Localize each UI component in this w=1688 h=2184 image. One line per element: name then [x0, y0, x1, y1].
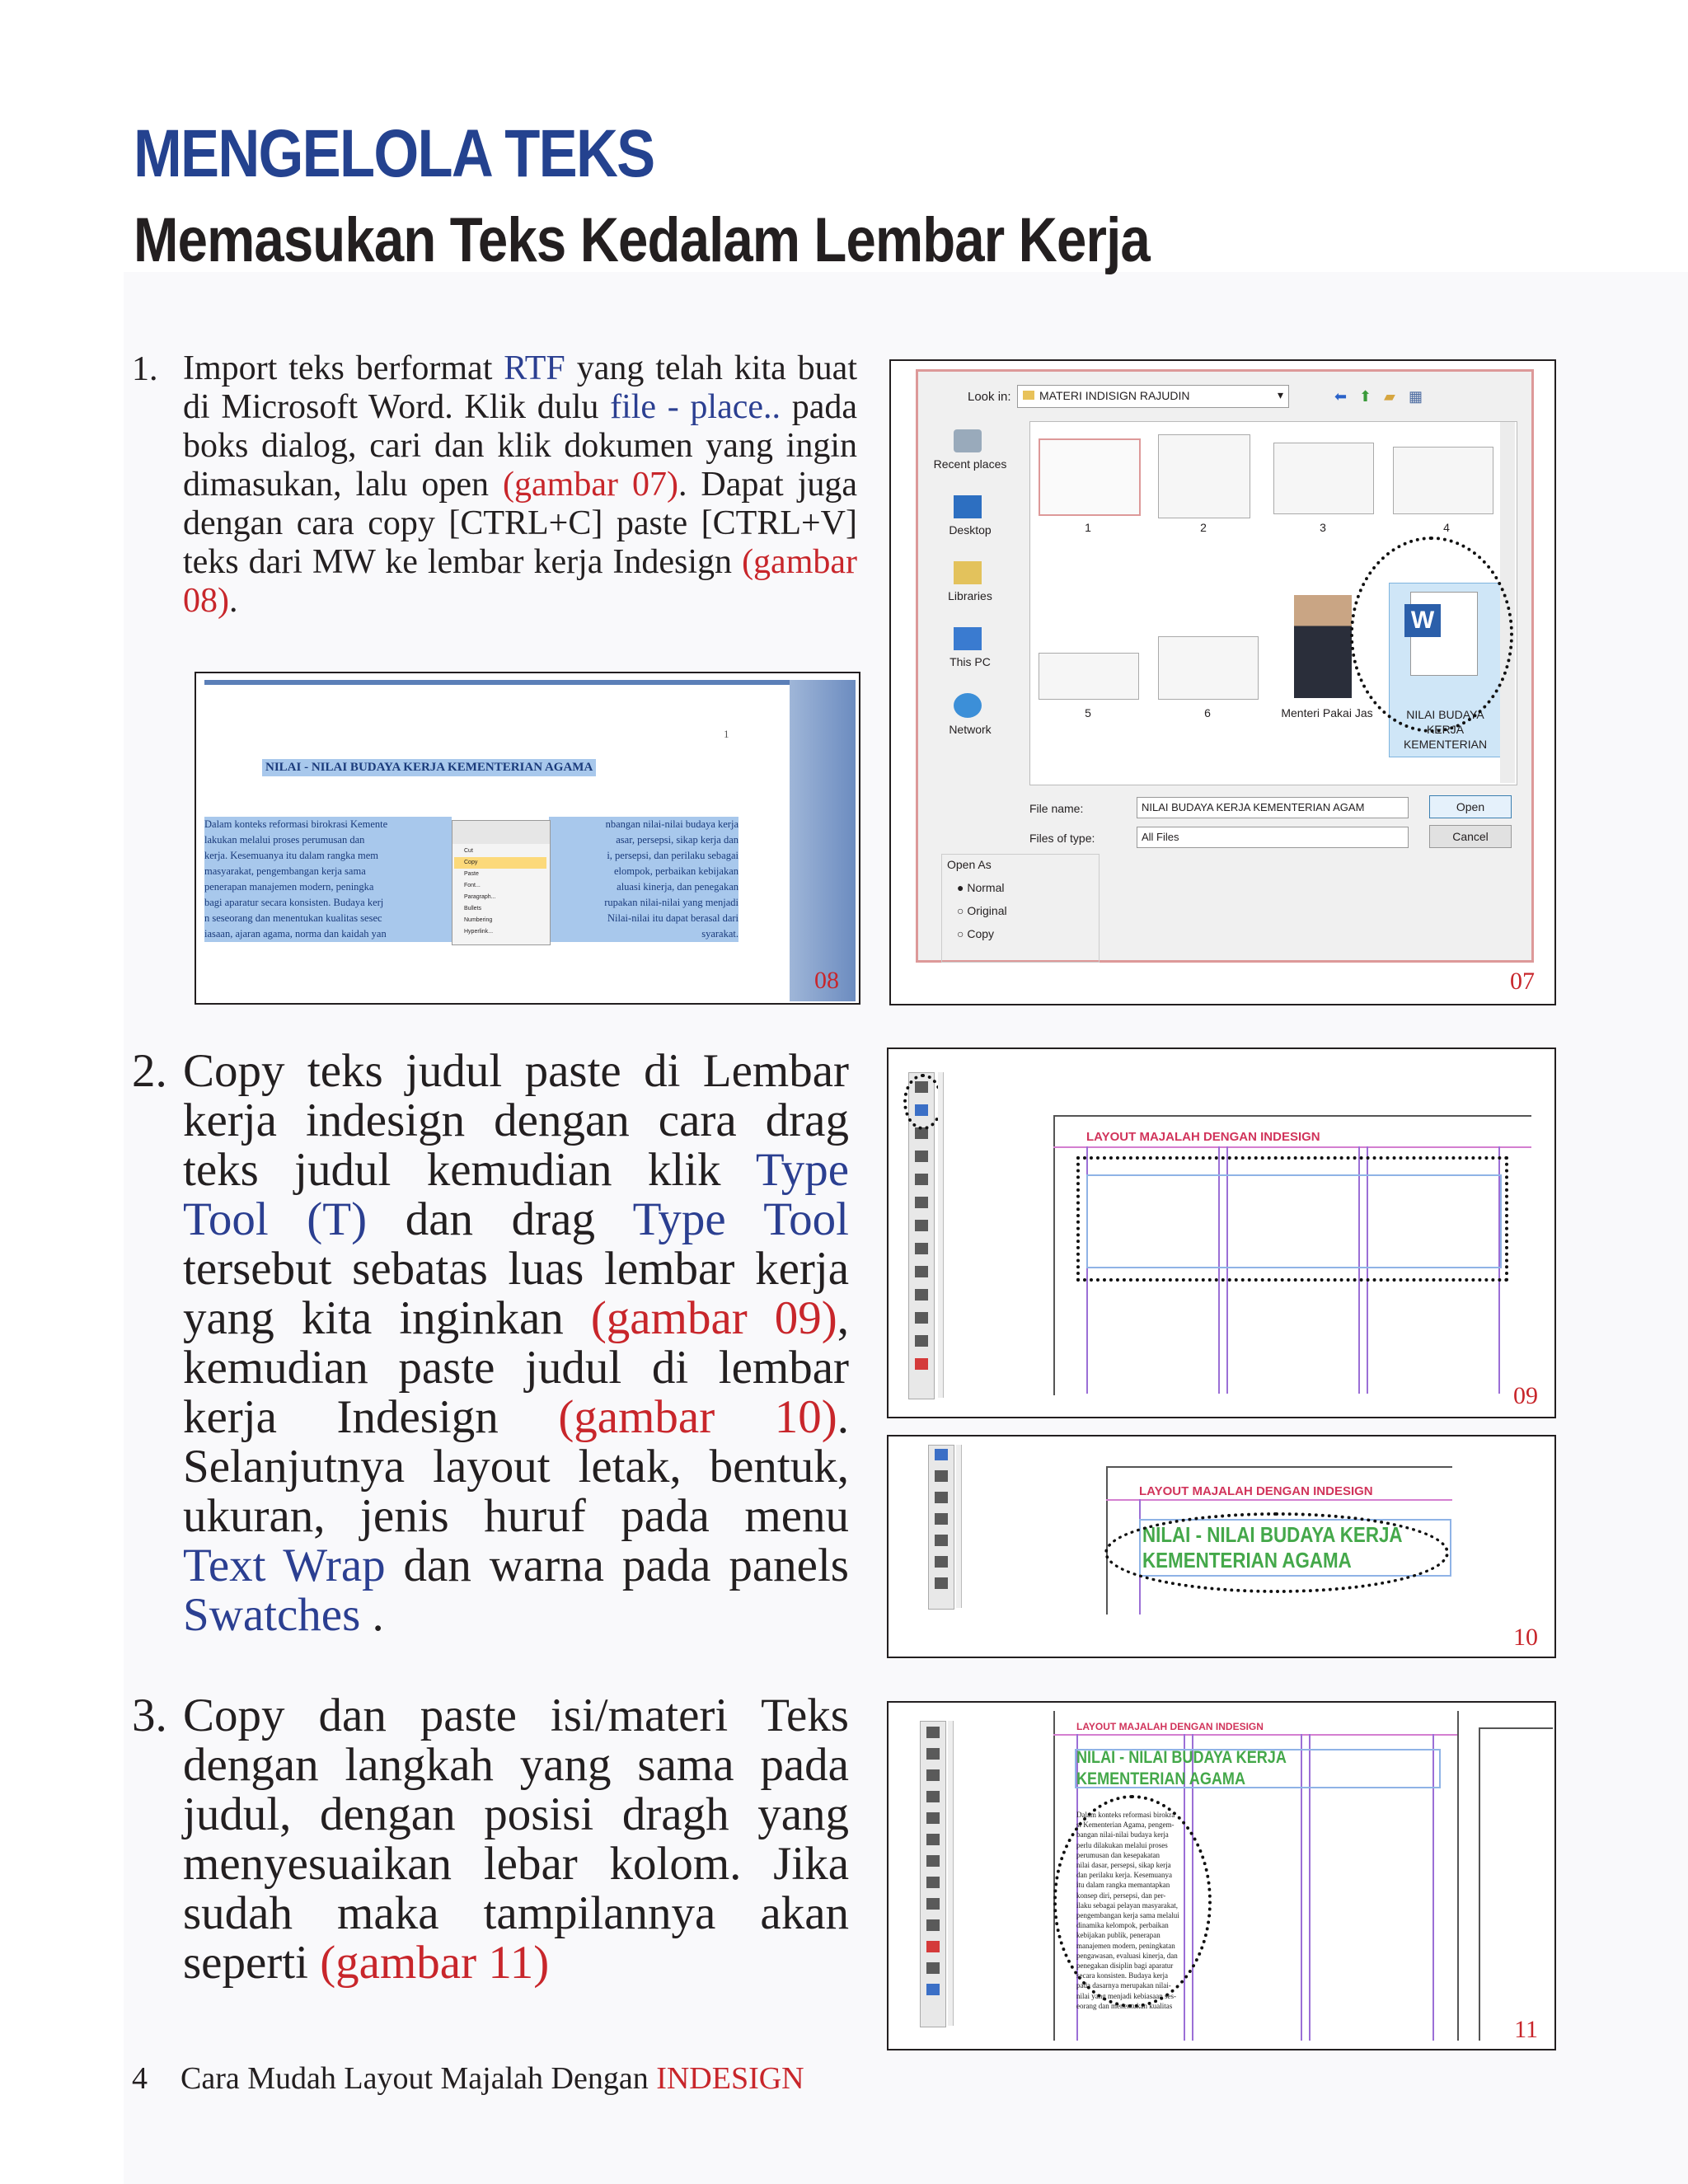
scissors-tool-icon[interactable]	[935, 1577, 948, 1589]
look-in-select[interactable]: MATERI INDISIGN RAJUDIN ▾	[1017, 385, 1289, 408]
selected-text-right[interactable]: nbangan nilai-nilai budaya kerja asar, persepsi, sikap kerja dan i, persepsi, dan perilaku sebagai elompok, perbaikan kebijakan aluasi kinerja, dan penegakan rupakan nilai-nilai yang menjadi Nilai-nilai itu dapat berasal dari syarakat.	[549, 817, 738, 942]
network-label[interactable]: Network	[949, 723, 992, 736]
new-folder-icon[interactable]: ▰	[1384, 388, 1395, 405]
page-edge	[1106, 1466, 1108, 1615]
file-thumb-label: 4	[1443, 521, 1450, 534]
context-menu	[452, 820, 551, 945]
step-3-text: Copy dan paste isi/materi Teks dengan langkah yang sama pada judul, dengan posisi dragh yang menyesuaikan lebar kolom. Jika sudah maka tampilannya akan seperti (gambar 11)	[183, 1690, 849, 1989]
preview-mode-icon[interactable]	[926, 1984, 940, 1995]
margin-guide	[1106, 1499, 1452, 1501]
rectangle-tool-icon[interactable]	[915, 1197, 928, 1208]
vertical-ruler	[948, 1721, 954, 2026]
file-thumb-label: Menteri Pakai Jas	[1281, 706, 1373, 719]
rectangle-frame-tool-icon[interactable]	[915, 1174, 928, 1185]
layout-heading: LAYOUT MAJALAH DENGAN INDESIGN	[1086, 1130, 1320, 1144]
look-in-label: Look in:	[968, 390, 1011, 404]
file-name-label: File name:	[1029, 802, 1084, 815]
figure-10	[887, 1435, 1556, 1658]
highlight-circle	[1350, 537, 1513, 733]
book-title: Cara Mudah Layout Majalah Dengan	[181, 2061, 657, 2096]
rectangle-frame-tool-icon[interactable]	[926, 1748, 940, 1760]
file-thumb-label: 6	[1204, 706, 1211, 719]
step-number: 3.	[132, 1690, 167, 1741]
network-icon[interactable]	[954, 693, 982, 718]
page-edge	[1479, 1727, 1553, 1729]
figure-label: 10	[1513, 1624, 1538, 1651]
figure-label: 11	[1514, 2016, 1538, 2043]
highlight-ellipse	[1053, 1795, 1212, 2008]
figure-label: 07	[1510, 968, 1535, 995]
placed-title: NILAI - NILAI BUDAYA KERJA KEMENTERIAN AGAMA	[1076, 1748, 1287, 1788]
libraries-icon[interactable]	[954, 561, 982, 584]
file-thumb[interactable]	[1158, 636, 1259, 700]
folder-icon	[1023, 391, 1034, 400]
file-thumb-label: 5	[1085, 706, 1091, 719]
cancel-button[interactable]: Cancel	[1429, 825, 1512, 848]
figure-07	[889, 359, 1556, 1005]
figure-09	[887, 1047, 1556, 1418]
page-number: 1	[724, 728, 729, 740]
swap-colors-icon[interactable]	[926, 1962, 940, 1974]
page-footer	[132, 2060, 804, 2097]
transform-tool-icon[interactable]	[915, 1243, 928, 1254]
page-edge	[1479, 1727, 1480, 2041]
layout-heading: LAYOUT MAJALAH DENGAN INDESIGN	[1139, 1484, 1373, 1498]
highlight-circle	[903, 1074, 943, 1130]
this-pc-label[interactable]: This PC	[950, 655, 991, 668]
file-thumb-label: NILAI BUDAYA KERJA KEMENTERIAN	[1403, 708, 1488, 751]
figure-label: 09	[1513, 1382, 1538, 1409]
menu-item-cut[interactable]: Cut	[464, 848, 473, 854]
figure-11	[887, 1701, 1556, 2050]
gradient-tool-icon[interactable]	[926, 1834, 940, 1845]
open-button[interactable]: Open	[1429, 795, 1512, 818]
this-pc-icon[interactable]	[954, 627, 982, 650]
places-bar	[925, 421, 1015, 776]
eyedropper-tool-icon[interactable]	[915, 1312, 928, 1324]
pencil-tool-icon[interactable]	[935, 1513, 948, 1525]
layout-heading: LAYOUT MAJALAH DENGAN INDESIGN	[1076, 1721, 1264, 1732]
recent-places-icon[interactable]	[954, 429, 982, 452]
margin-guide	[1053, 1734, 1457, 1736]
radio-normal[interactable]: ● Normal	[957, 881, 1005, 894]
context-menu-items	[454, 846, 546, 938]
selected-text-left[interactable]: Dalam konteks reformasi birokrasi Kemente lakukan melalui proses perumusan dan kerja. Kesemuanya itu dalam rangka mem masyarakat, pengembangan kerja sama penerapan manajemen modern, peningka bagi aparatur secara konsisten. Budaya kerj n seseorang dan menentukan kualitas sesec iasaan, ajaran agama, norma dan kaidah yan	[204, 817, 452, 942]
radio-copy[interactable]: ○ Copy	[957, 927, 995, 940]
highlight-ellipse	[1104, 1512, 1449, 1593]
menu-item-bullets[interactable]: Bullets	[464, 906, 482, 912]
chapter-title: MENGELOLA TEKS	[134, 116, 654, 191]
book-title-highlight: INDESIGN	[656, 2061, 804, 2096]
zoom-tool-icon[interactable]	[926, 1919, 940, 1931]
menu-item-numbering[interactable]: Numbering	[464, 917, 493, 923]
file-thumb[interactable]	[1273, 443, 1374, 514]
swatch-fill-icon[interactable]	[926, 1941, 940, 1952]
figure-label: 08	[814, 967, 839, 994]
eyedropper-tool-icon[interactable]	[926, 1877, 940, 1888]
vertical-ruler	[956, 1445, 962, 1608]
margin-guide	[1053, 1146, 1531, 1148]
word-document-icon: W	[1410, 592, 1478, 676]
page-edge	[1053, 1115, 1531, 1117]
menu-item-font[interactable]: Font...	[464, 883, 481, 888]
transform-tool-icon[interactable]	[926, 1812, 940, 1824]
page-number: 4	[132, 2061, 148, 2096]
libraries-label[interactable]: Libraries	[948, 589, 992, 602]
document-title: NILAI - NILAI BUDAYA KERJA KEMENTERIAN AGAMA	[262, 759, 596, 776]
pen-tool-icon[interactable]	[935, 1492, 948, 1503]
page-edge	[1053, 1115, 1055, 1395]
mini-toolbar[interactable]	[452, 821, 550, 844]
menu-item-paste[interactable]: Paste	[464, 871, 479, 877]
radio-original[interactable]: ○ Original	[957, 904, 1007, 917]
menu-item-copy[interactable]: Copy	[454, 857, 546, 869]
back-icon[interactable]: ⬅	[1334, 388, 1348, 405]
note-tool-icon[interactable]	[915, 1289, 928, 1301]
step-1-text: Import teks berformat RTF yang telah kita buat di Microsoft Word. Klik dulu file - place.. pada boks dialog, cari dan klik dokumen yang ingin dimasukan, lalu open (gambar 07). Dapat juga dengan cara copy [CTRL+C] paste [CTRL+V] teks dari MW ke lembar kerja Indesign (gambar 08).	[183, 349, 858, 620]
file-thumb[interactable]	[1393, 447, 1493, 514]
pencil-tool-icon[interactable]	[915, 1151, 928, 1162]
files-type-label: Files of type:	[1029, 832, 1095, 845]
file-thumb-label: 3	[1320, 521, 1326, 534]
menu-item-hyperlink[interactable]: Hyperlink...	[464, 929, 494, 935]
page-edge	[1457, 1711, 1459, 2041]
figure-08	[195, 672, 860, 1005]
up-folder-icon[interactable]: ⬆	[1359, 388, 1372, 405]
step-number: 1.	[132, 350, 158, 388]
file-thumb[interactable]	[1039, 653, 1139, 700]
chevron-down-icon: ▾	[1277, 388, 1283, 401]
open-as-group	[941, 854, 1100, 963]
rectangle-tool-icon[interactable]	[926, 1769, 940, 1781]
file-name-input[interactable]: NILAI BUDAYA KERJA KEMENTERIAN AGAM	[1137, 797, 1409, 818]
section-title: Memasukan Teks Kedalam Lembar Kerja	[134, 205, 1150, 275]
swatch-fill-icon[interactable]	[915, 1358, 928, 1370]
scissors-tool-icon[interactable]	[926, 1791, 940, 1802]
highlight-rectangle	[1076, 1156, 1508, 1282]
rectangle-frame-tool-icon[interactable]	[935, 1535, 948, 1546]
step-number: 2.	[132, 1045, 167, 1097]
file-thumb-label: 1	[1085, 521, 1091, 534]
type-tool-icon[interactable]	[935, 1449, 948, 1460]
note-tool-icon[interactable]	[926, 1855, 940, 1867]
line-tool-icon[interactable]	[935, 1470, 948, 1482]
view-menu-icon[interactable]: ▦	[1409, 388, 1423, 405]
recent-places-label[interactable]: Recent places	[933, 457, 1007, 471]
vertical-ruler	[938, 1072, 944, 1398]
open-dialog	[916, 369, 1534, 963]
gradient-tool-icon[interactable]	[915, 1266, 928, 1277]
desktop-label[interactable]: Desktop	[949, 523, 992, 537]
file-thumb-label: 2	[1200, 521, 1207, 534]
tools-panel	[928, 1445, 954, 1610]
scissors-tool-icon[interactable]	[915, 1220, 928, 1231]
placed-body-text[interactable]: Dalam konteks reformasi birokra si Kementerian Agama, pengem- bangan nilai-nilai budaya kerja perlu dilakukan melalui proses perumusan dan kesepakatan nilai dasar, persepsi, sikap kerja dan perilaku kerja. Kesemuanya itu dalam rangka memantapkan konsep diri, persepsi, dan per- ilaku sebagai pelayan masyarakat, pengembangan kerja sama melalui dinamika kelompok, perbaikan kebijakan publik, penerapan manajemen modern, peningkatan pengawasan, evaluasi kinerja, dan penegakan disiplin bagi aparatur secara konsisten. Budaya kerja pada dasarnya merupakan nilai- nilai yang menjadi kebiasaan ses- eorang dan menentukan kualitas	[1076, 1811, 1179, 2010]
page-edge	[1106, 1466, 1452, 1468]
file-thumb[interactable]	[1158, 434, 1250, 518]
photo-thumb[interactable]	[1294, 595, 1352, 698]
files-type-select[interactable]: All Files	[1137, 827, 1409, 848]
word-side-panel	[790, 680, 856, 1001]
rectangle-tool-icon[interactable]	[935, 1556, 948, 1568]
desktop-icon[interactable]	[954, 495, 982, 518]
menu-item-paragraph[interactable]: Paragraph...	[464, 894, 496, 900]
word-page	[204, 680, 796, 949]
open-as-label: Open As	[947, 858, 992, 871]
hand-tool-icon[interactable]	[926, 1898, 940, 1910]
file-thumb[interactable]	[1039, 438, 1141, 516]
step-2-text: Copy teks judul paste di Lembar kerja indesign dengan cara drag teks judul kemudian klik Type Tool (T) dan drag Type Tool tersebut sebatas luas lembar kerja yang kita inginkan (gambar 09), kemudian paste judul di lembar kerja Indesign (gambar 10). Selanjutnya layout letak, bentuk, ukuran, jenis huruf pada menu Text Wrap dan warna pada panels Swatches .	[183, 1045, 849, 1641]
tools-panel	[920, 1721, 946, 2027]
pencil-tool-icon[interactable]	[926, 1727, 940, 1738]
hand-tool-icon[interactable]	[915, 1335, 928, 1347]
pasted-title: NILAI - NILAI BUDAYA KERJA KEMENTERIAN AGAMA	[1142, 1522, 1403, 1572]
